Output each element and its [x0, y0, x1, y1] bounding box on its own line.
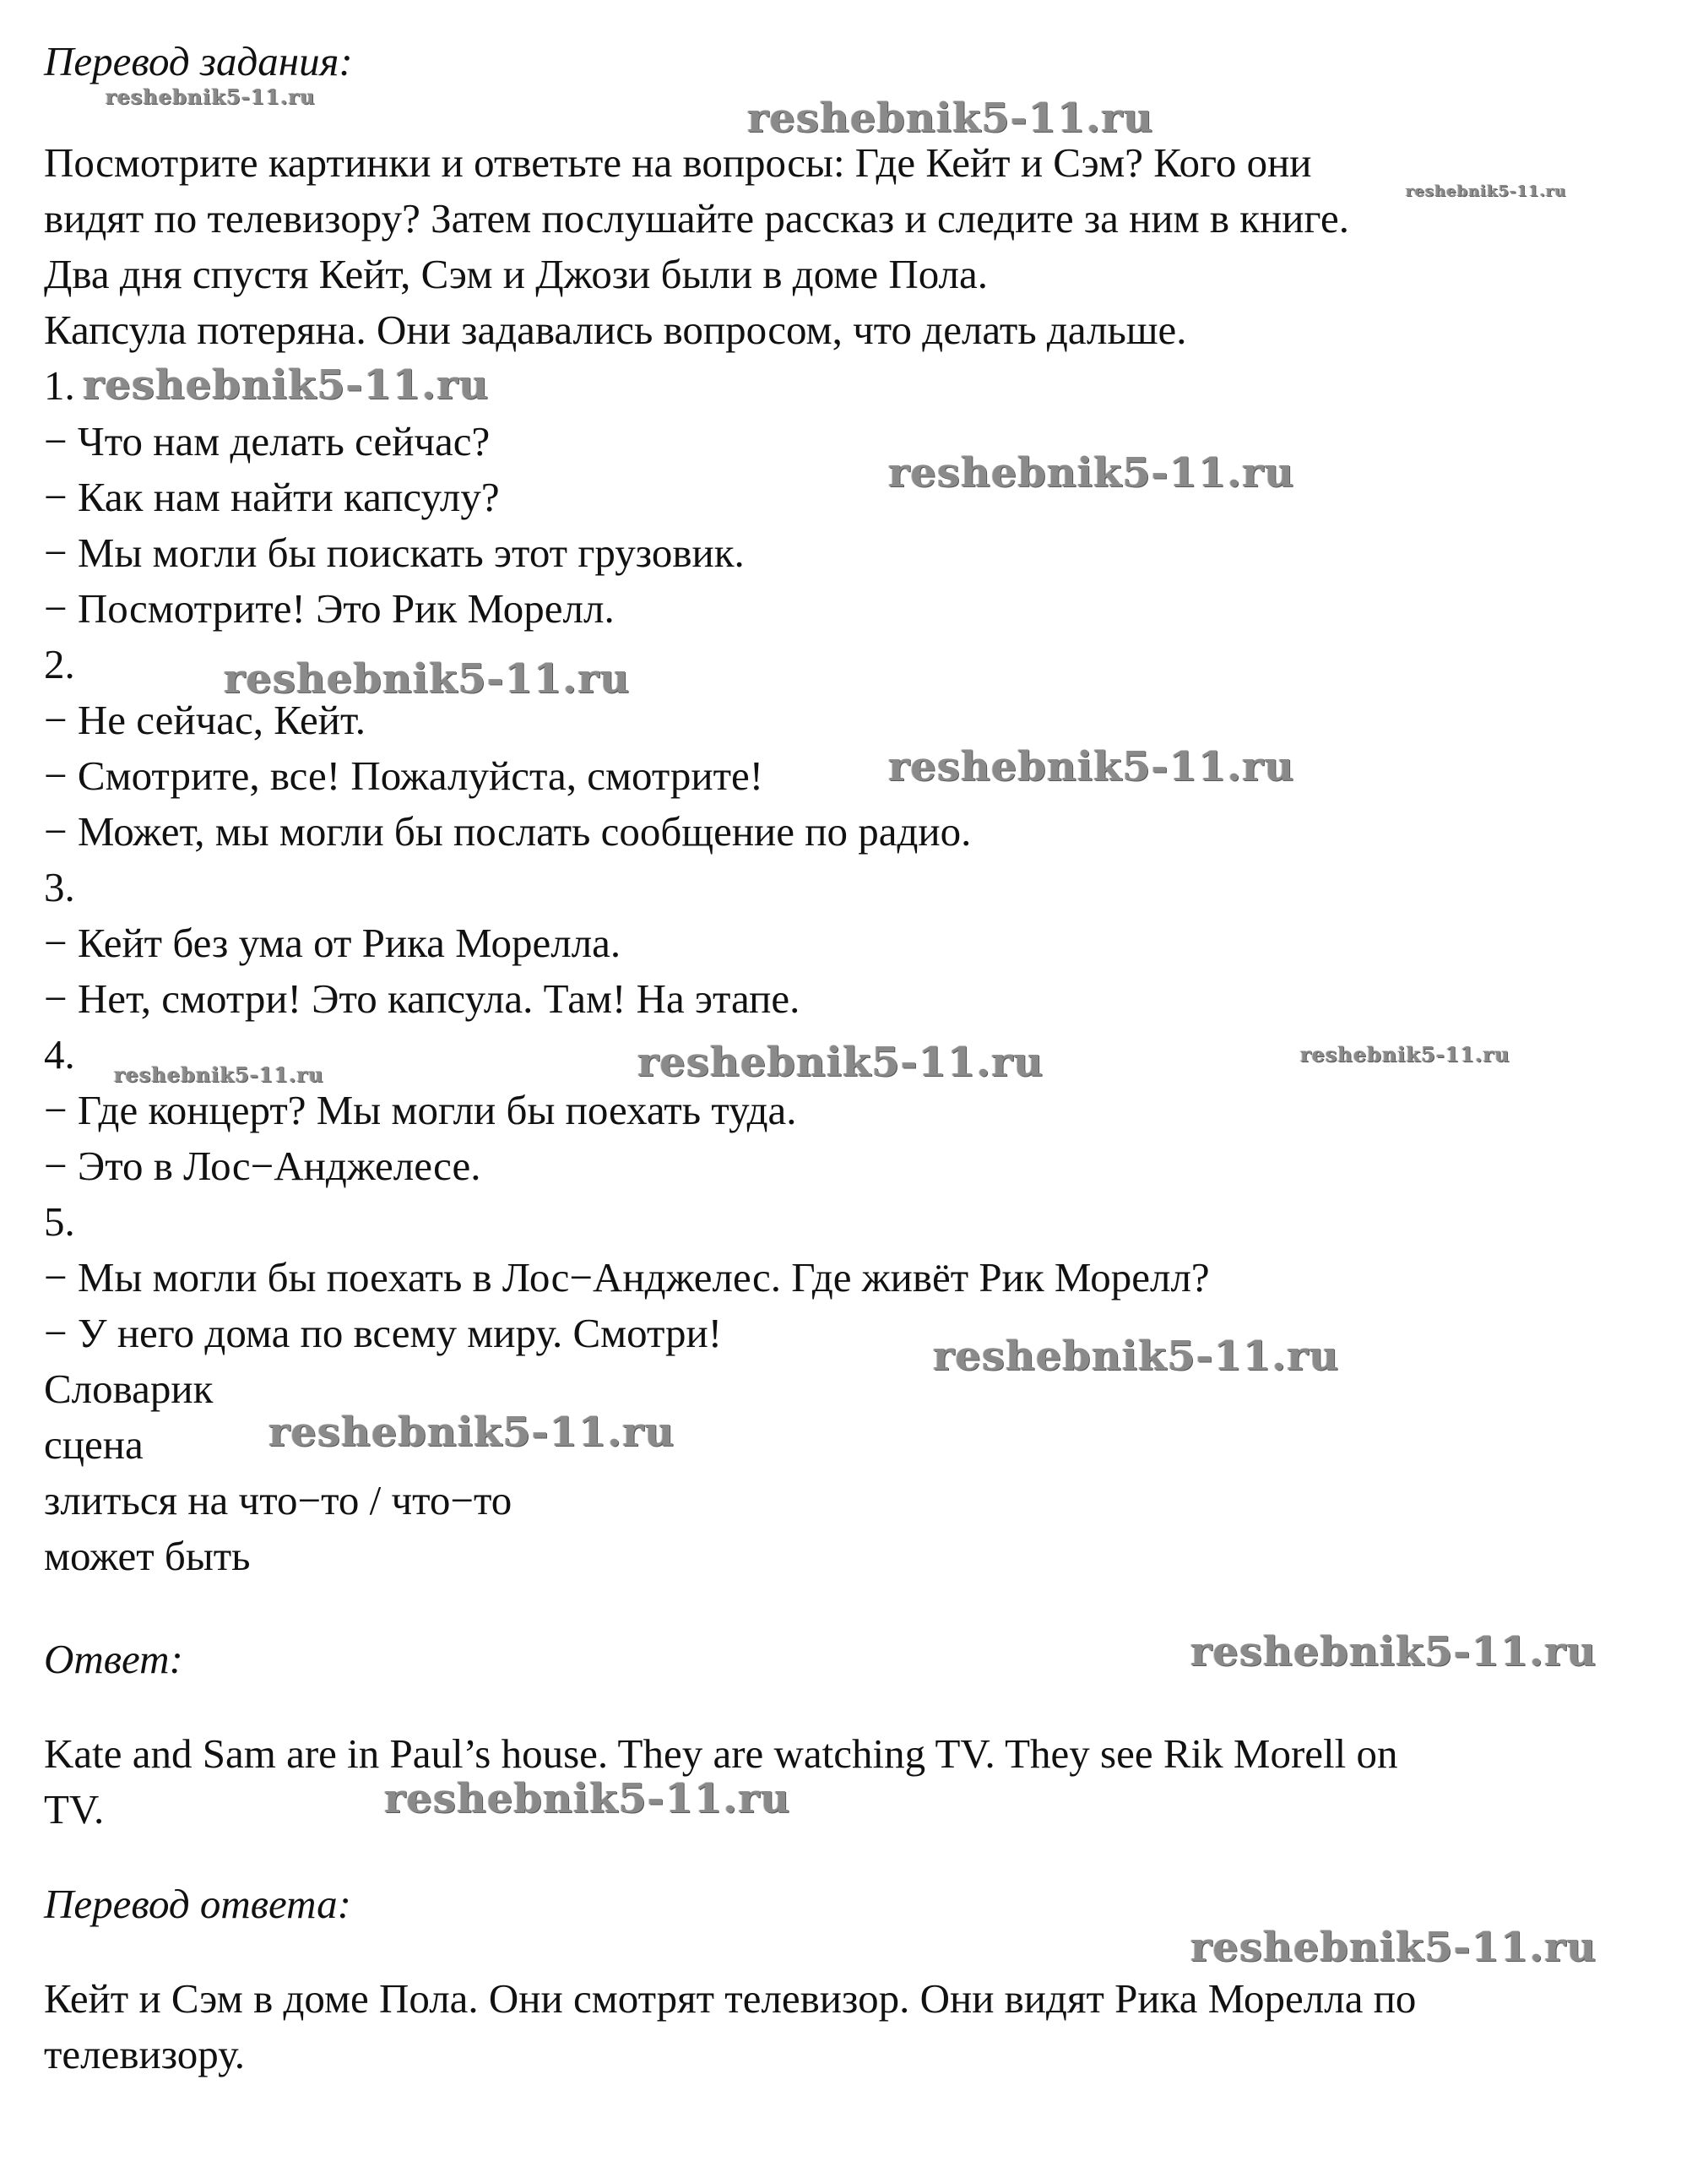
watermark: reshebnik5-11.ru: [888, 743, 1295, 790]
dialogue-line: − Может, мы могли бы послать сообщение по радио.: [44, 808, 972, 855]
answer-translation-line: телевизору.: [44, 2031, 245, 2077]
scene-number: 5.: [44, 1198, 75, 1245]
dialogue-line: − Это в Лос−Анджелесе.: [44, 1143, 481, 1189]
watermark: reshebnik5-11.ru: [83, 361, 490, 409]
watermark: reshebnik5-11.ru: [114, 1062, 324, 1087]
dialogue-line: − Не сейчас, Кейт.: [44, 697, 366, 743]
dialogue-line: − Мы могли бы поискать этот грузовик.: [44, 529, 745, 576]
task-line: Посмотрите картинки и ответьте на вопросы: Где Кейт и Сэм? Кого они: [44, 139, 1312, 186]
answer-line: TV.: [44, 1786, 105, 1833]
task-line: Капсула потеряна. Они задавались вопросом, что делать дальше.: [44, 307, 1187, 353]
dialogue-line: − Мы могли бы поехать в Лос−Анджелес. Где живёт Рик Морелл?: [44, 1254, 1210, 1300]
task-line: видят по телевизору? Затем послушайте рассказ и следите за ним в книге.: [44, 195, 1349, 242]
dialogue-line: − Смотрите, все! Пожалуйста, смотрите!: [44, 752, 764, 799]
watermark: reshebnik5-11.ru: [637, 1039, 1044, 1086]
dialogue-line: − Кейт без ума от Рика Морелла.: [44, 920, 621, 966]
answer-translation-heading: Перевод ответа:: [44, 1881, 351, 1927]
scene-number: 3.: [44, 864, 75, 910]
watermark: reshebnik5-11.ru: [1190, 1628, 1597, 1675]
watermark: reshebnik5-11.ru: [1406, 182, 1567, 200]
vocabulary-item: может быть: [44, 1533, 251, 1579]
answer-heading: Ответ:: [44, 1636, 183, 1682]
dialogue-line: − У него дома по всему миру. Смотри!: [44, 1310, 723, 1356]
answer-line: Kate and Sam are in Paul’s house. They are watching TV. They see Rik Morell on: [44, 1730, 1398, 1777]
dialogue-line: − Посмотрите! Это Рик Морелл.: [44, 585, 615, 632]
vocabulary-title: Словарик: [44, 1366, 214, 1412]
vocabulary-item: злиться на что−то / что−то: [44, 1477, 512, 1523]
scene-number: 1.: [44, 362, 75, 409]
task-translation-heading: Перевод задания:: [44, 38, 353, 84]
dialogue-line: − Что нам делать сейчас?: [44, 418, 491, 464]
watermark: reshebnik5-11.ru: [933, 1333, 1340, 1380]
watermark: reshebnik5-11.ru: [1300, 1042, 1510, 1067]
watermark: reshebnik5-11.ru: [224, 655, 631, 703]
watermark: reshebnik5-11.ru: [888, 449, 1295, 497]
watermark: reshebnik5-11.ru: [747, 95, 1154, 142]
watermark: reshebnik5-11.ru: [106, 84, 316, 109]
scene-number: 4.: [44, 1031, 75, 1078]
watermark: reshebnik5-11.ru: [268, 1409, 675, 1456]
watermark: reshebnik5-11.ru: [384, 1775, 791, 1822]
dialogue-line: − Где концерт? Мы могли бы поехать туда.: [44, 1087, 797, 1133]
watermark: reshebnik5-11.ru: [1190, 1924, 1597, 1971]
dialogue-line: − Нет, смотри! Это капсула. Там! На этапе.: [44, 975, 800, 1022]
dialogue-line: − Как нам найти капсулу?: [44, 474, 500, 520]
task-line: Два дня спустя Кейт, Сэм и Джози были в доме Пола.: [44, 251, 989, 297]
scene-number: 2.: [44, 641, 75, 687]
vocabulary-item: сцена: [44, 1421, 144, 1468]
answer-translation-line: Кейт и Сэм в доме Пола. Они смотрят телевизор. Они видят Рика Морелла по: [44, 1975, 1417, 2022]
